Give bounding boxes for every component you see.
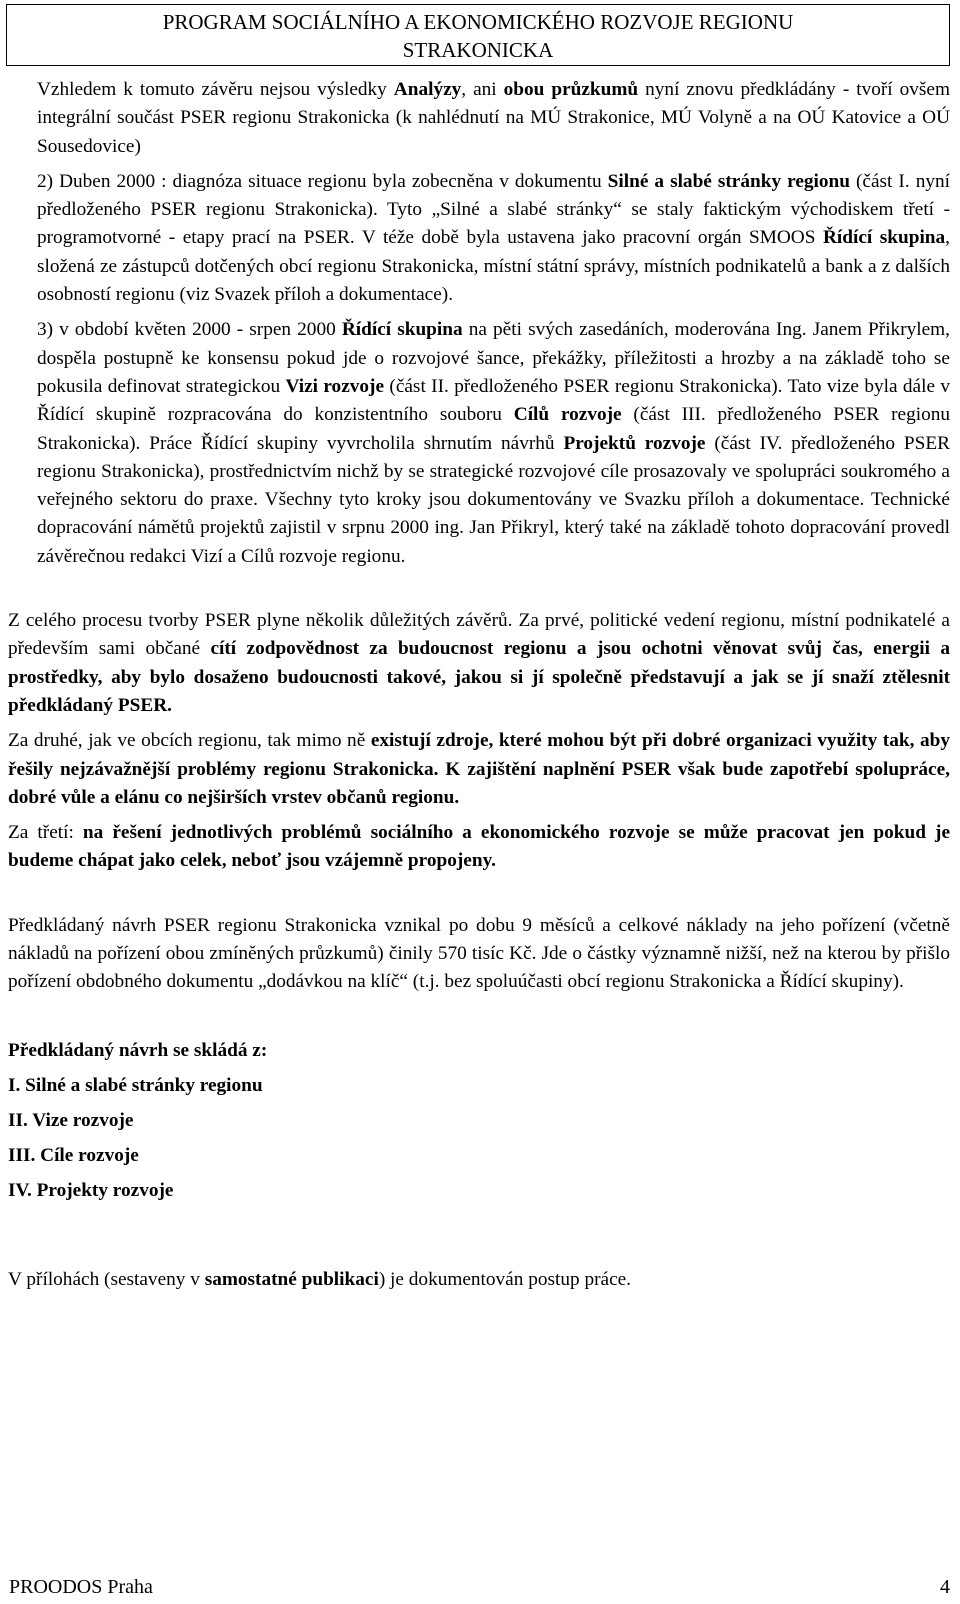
text: Vzhledem k tomuto závěru nejsou výsledky [37,79,394,100]
emphasis: obou průzkumů [503,79,639,100]
paragraph-conclusion-2 [8,727,950,812]
paragraph-appendix [8,1266,950,1294]
paragraph-costs: Předkládaný návrh PSER regionu Strakonicka vznikal po dobu 9 měsíců a celkové náklady na jeho pořízení (včetně nákladů na pořízení obou zmíněných průzkumů) činily 570 tisíc Kč. Jde o částky významně nižší, než na kterou by přišlo pořízení obdobného dokumentu „dodávkou na klíč“ (t.j. bez spoluúčasti obcí regionu Strakonicka a Řídící skupiny). [8,914,950,993]
emphasis: existují zdroje, které mohou být při dobré organizaci využity tak, aby řešily nejzávažnější problémy regionu Strakonicka. K zajištění naplnění PSER však bude zapotřebí spolupráce, dobré vůle a elánu co nejširších vrstev občanů regionu. [8,730,950,808]
contents-list [8,1033,950,1208]
emphasis: na řešení jednotlivých problémů sociálního a ekonomického rozvoje se může pracovat jen pokud je budeme chápat jako celek, neboť jsou vzájemně propojeny. [8,822,950,872]
paragraph-conclusion-1 [8,607,950,720]
header-line-1: PROGRAM SOCIÁLNÍHO A EKONOMICKÉHO ROZVOJE REGIONU [162,10,794,34]
text: Za druhé, jak ve obcích regionu, tak mimo ně [8,730,371,752]
page-footer [9,1576,950,1599]
text: 2) Duben 2000 : diagnóza situace regionu byla zobecněna v dokumentu [37,170,608,192]
paragraph-step-3 [8,316,950,571]
emphasis: Projektů rozvoje [563,432,706,454]
document-body [8,76,950,1294]
emphasis: Analýzy [393,79,462,100]
emphasis: cítí zodpovědnost za budoucnost regionu a jsou ochotni věnovat svůj čas, energii a prostředky, aby bylo dosaženo budoucnosti takové, jakou si jí společně představují a jak se jí snaží ztělesnit předkládaný PSER. [8,638,950,716]
contents-item: III. Cíle rozvoje [8,1144,139,1166]
contents-item: II. Vize rozvoje [8,1109,134,1131]
page-header [6,4,950,66]
emphasis: samostatné publikaci [204,1268,379,1290]
text: (část III. předloženého PSER regionu Strakonicka). Práce Řídící skupiny vyvrcholila shrnutím návrhů [37,404,950,454]
text: (část II. předloženého PSER regionu Strakonicka). Tato vize byla dále v Řídící skupině rozpracována do konzistentního souboru [37,375,951,426]
contents-item: I. Silné a slabé stránky regionu [8,1074,263,1096]
text: na pěti svých zasedáních, moderována Ing. Janem Přikrylem, dospěla postupně ke konsensu pokud jde o rozvojové šance, překážky, příležitosti a hrozby a na základě toho se pokusila definovat strategickou [37,319,950,397]
emphasis: Silné a slabé stránky regionu [607,170,850,192]
text: Z celého procesu tvorby PSER plyne několik důležitých závěrů. Za prvé, politické vedení regionu, místní podnikatelé a především sami občané [8,610,950,660]
emphasis: Řídící skupina [822,227,946,249]
footer-publisher: PROODOS Praha [9,1576,153,1598]
text: Za třetí: [8,822,83,844]
paragraph-analysis [8,76,950,161]
header-line-2: STRAKONICKA [402,38,554,62]
text: nyní znovu předkládány - tvoří ovšem integrální součást PSER regionu Strakonicka (k nahlédnutí na MÚ Strakonice, MÚ Volyně a na OÚ Katovice a OÚ Sousedovice) [37,79,950,157]
emphasis: Vizi rozvoje [285,375,385,397]
contents-title: Předkládaný návrh se skládá z: [8,1039,268,1061]
contents-item: IV. Projekty rozvoje [8,1179,174,1201]
text: 3) v období květen 2000 - srpen 2000 [37,319,342,341]
text: V přílohách (sestaveny v [8,1268,205,1290]
emphasis: Řídící skupina [341,319,463,341]
paragraph-conclusion-3 [8,819,950,876]
text: , ani [461,79,504,100]
text: (část IV. předloženého PSER regionu Strakonicka), prostřednictvím nichž by se strategické rozvojové cíle prosazovaly ve spolupráci soukromého a veřejného sektoru do praxe. Všechny tyto kroky jsou dokumentovány ve Svazku příloh a dokumentace. Technické dopracování námětů projektů zajistil v srpnu 2000 ing. Jan Přikryl, který také na základě tohoto dopracování provedl závěrečnou redakci Vizí a Cílů rozvoje regionu. [37,432,951,567]
text: , složená ze zástupců dotčených obcí regionu Strakonicka, místní státní správy, místních podnikatelů a bank a z dalších osobností regionu (viz Svazek příloh a dokumentace). [37,227,950,306]
text: (část I. nyní předloženého PSER regionu Strakonicka). Tyto „Silné a slabé stránky“ se staly faktickým východiskem třetí - programotvorné - etapy prací na PSER. V téže době byla ustavena jako pracovní orgán SMOOS [37,170,950,249]
emphasis: Cílů rozvoje [513,404,622,426]
page-number: 4 [940,1576,950,1598]
text: ) je dokumentován postup práce. [378,1268,632,1290]
paragraph-step-2 [8,168,950,309]
